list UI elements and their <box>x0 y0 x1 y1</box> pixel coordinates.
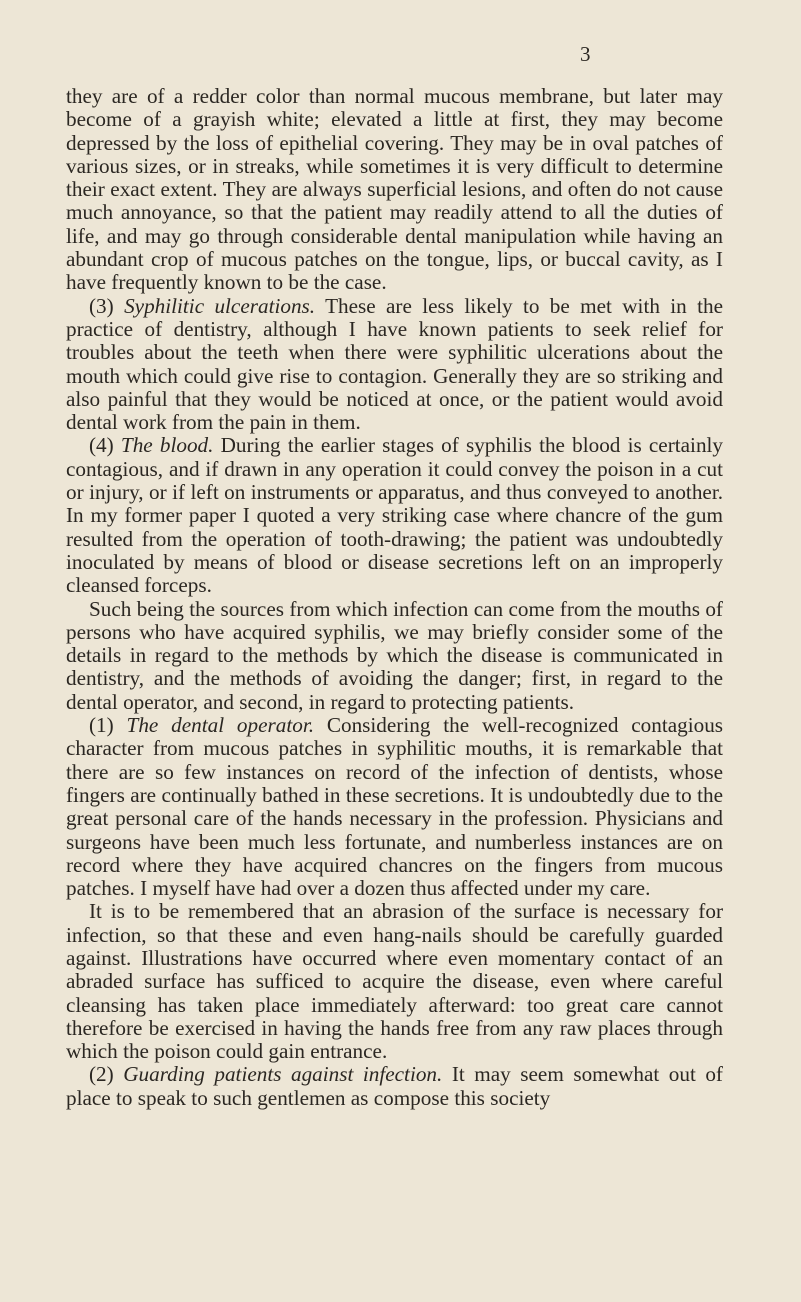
item-number: (3) <box>89 293 114 318</box>
item-heading: Guarding patients against infection. <box>123 1062 443 1087</box>
item-heading: Syphilitic ulcerations. <box>124 293 316 318</box>
paragraph-text: they are of a redder color than normal mucous membrane, but later may become of a grayish white; elevated a little at first, they may become depressed by the loss of epithelial covering. They may be in oval patches of various sizes, or in streaks, while sometimes it is very difficult to determine their exact extent. They are always superficial lesions, and often do not cause much annoyance, so that the patient may readily attend to all the duties of life, and may go through considerable dental manipulation while having an abundant crop of mucous patches on the tongue, lips, or buccal cavity, as I have frequently known to be the case. <box>66 84 723 295</box>
item-number: (1) <box>89 713 114 738</box>
paragraph-text: Such being the sources from which infection can come from the mouths of persons who have acquired syphilis, we may briefly consider some of the details in regard to the methods by which the disease is communicated in dentistry, and the methods of avoiding the danger; first, in regard to the dental operator, and second, in regard to protecting patients. <box>66 596 723 714</box>
paragraph-the-blood <box>66 434 723 597</box>
paragraph-text: These are less likely to be met with in the practice of dentistry, although I have known patients to seek relief for troubles about the teeth when there were syphilitic ulcerations about the mouth which could give rise to contagion. Generally they are so striking and also painful that they would be noticed at once, or the patient would avoid dental work from the pain in them. <box>66 293 723 435</box>
paragraph-text: It may seem somewhat out of place to speak to such gentlemen as compose this society <box>66 1062 723 1110</box>
paragraph-text: It is to be remembered that an abrasion of the surface is necessary for infection, so that these and even hang-nails should be carefully guarded against. Illustrations have occurred where even momentary contact of an abraded surface has sufficed to acquire the disease, even where careful cleansing has taken place immediately afterward: too great care cannot therefore be exercised in having the hands free from any raw places through which the poison could gain entrance. <box>66 899 723 1064</box>
paragraph-abrasion <box>66 900 723 1063</box>
item-number: (4) <box>89 433 114 458</box>
paragraph-guarding-patients <box>66 1063 723 1110</box>
item-heading: The dental operator. <box>126 713 315 738</box>
paragraph-dental-operator <box>66 714 723 900</box>
paragraph-mucous-patches-continued <box>66 85 723 295</box>
paragraph-text: Considering the well-recognized contagious character from mucous patches in syphilitic mouths, it is remarkable that there are so few instances on record of the infection of dentists, whose fingers are continually bathed in these secretions. It is undoubtedly due to the great personal care of the hands necessary in the profession. Physicians and surgeons have been much less fortunate, and numberless instances are on record where they have acquired chancres on the fingers from mucous patches. I myself have had over a dozen thus affected under my care. <box>66 713 724 901</box>
paragraph-text: During the earlier stages of syphilis the blood is certainly contagious, and if drawn in any operation it could convey the poison in a cut or injury, or if left on instruments or apparatus, and thus conveyed to another. In my former paper I quoted a very striking case where chancre of the gum resulted from the operation of tooth-drawing; the patient was undoubtedly inoculated by means of blood or disease secretions left on an improperly cleansed forceps. <box>66 433 724 598</box>
paragraph-syphilitic-ulcerations <box>66 295 723 435</box>
paragraph-sources-of-infection <box>66 598 723 714</box>
item-number: (2) <box>89 1062 114 1087</box>
body-text <box>66 85 723 1110</box>
item-heading: The blood. <box>120 433 214 458</box>
page-number: 3 <box>580 42 591 66</box>
